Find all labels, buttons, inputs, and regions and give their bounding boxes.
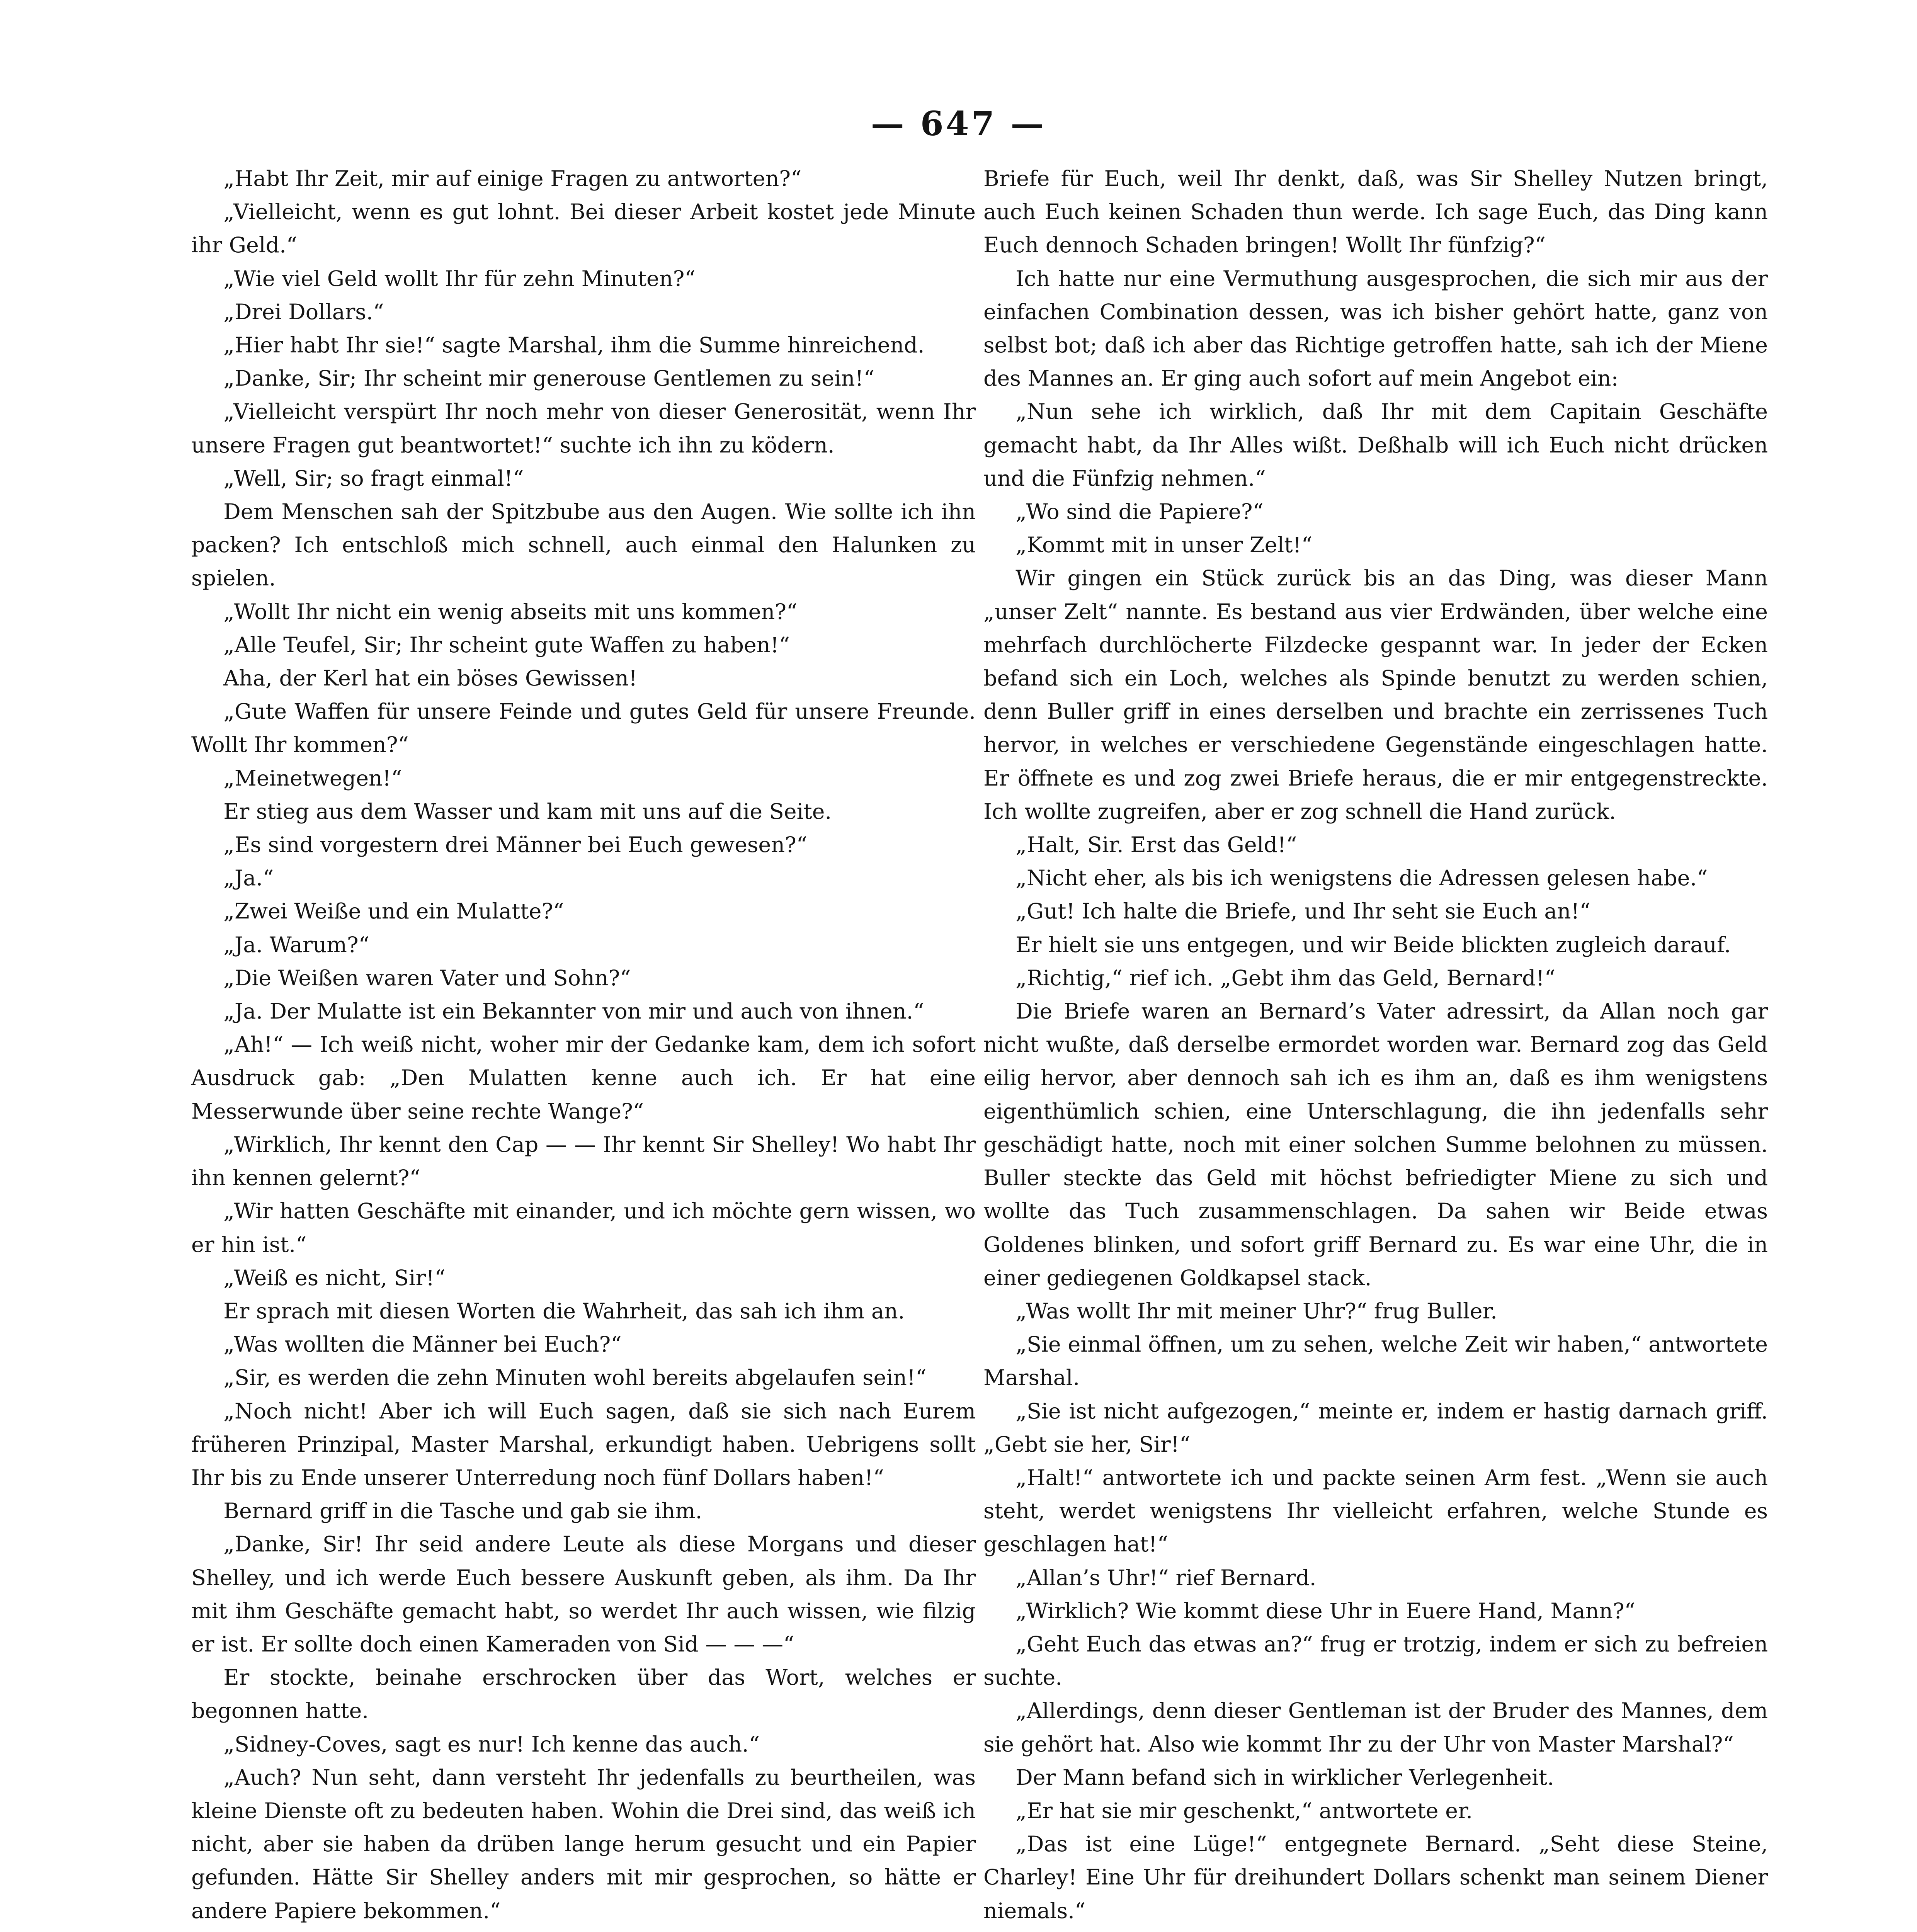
paragraph: „Habt Ihr Zeit, mir auf einige Fragen zu antworten?“: [223, 166, 802, 191]
paragraph: „Das ist eine Lüge!“ entgegnete Bernard. „Seht diese Steine, Charley! Eine Uhr für dreihundert Dollars schenkt man seinem Diener niemals.“: [983, 1832, 1768, 1923]
page-number: — 647 —: [871, 104, 1046, 143]
paragraph: „Noch nicht! Aber ich will Euch sagen, daß sie sich nach Eurem früheren Prinzipal, Master Marshal, erkundigt haben. Uebrigens sollt Ihr bis zu Ende unserer Unterredung noch fünf Dollars haben!“: [191, 1398, 976, 1490]
paragraph: Die Briefe waren an Bernard’s Vater adressirt, da Allan noch gar nicht wußte, daß derselbe ermordet worden war. Bernard zog das Geld eilig hervor, aber dennoch sah ich es ihm an, daß es ihm wenigstens eigenthümlich schien, eine Unterschlagung, die ihn jedenfalls sehr geschädigt hatte, noch mit einer solchen Summe belohnen zu müssen. Buller steckte das Geld mit höchst befriedigter Miene zu sich und wollte das Tuch zusammenschlagen. Da sahen wir Beide etwas Goldenes blinken, und sofort griff Bernard zu. Es war eine Uhr, die in einer gediegenen Goldkapsel stack.: [983, 999, 1768, 1291]
paragraph: „Sie einmal öffnen, um zu sehen, welche Zeit wir haben,“ antwortete Marshal.: [983, 1332, 1768, 1391]
paragraph: „Wir hatten Geschäfte mit einander, und ich möchte gern wissen, wo er hin ist.“: [191, 1199, 976, 1257]
paragraph: „Auch? Nun seht, dann versteht Ihr jedenfalls zu beurtheilen, was kleine Dienste oft zu bedeuten haben. Wohin die Drei sind, das weiß ich nicht, aber sie haben da drüben lange herum gesucht und ein Papier gefunden. Hätte Sir Shelley anders mit mir gesprochen, so hätte er andere Papiere bekommen.“: [191, 1765, 976, 1923]
paragraph: Der Mann befand sich in wirklicher Verlegenheit.: [1015, 1765, 1554, 1790]
paragraph: „Wollt Ihr nicht ein wenig abseits mit uns kommen?“: [223, 599, 798, 624]
paragraph: „Hier habt Ihr sie!“ sagte Marshal, ihm die Summe hinreichend.: [223, 333, 925, 358]
paragraph: Er stockte, beinahe erschrocken über das Wort, welches er begonnen hatte.: [191, 1665, 976, 1724]
paragraph: „Kommt mit in unser Zelt!“: [1015, 532, 1313, 558]
paragraph: „Wo sind die Papiere?“: [1015, 499, 1264, 525]
paragraph: „Well, Sir; so fragt einmal!“: [223, 466, 524, 491]
paragraph: „Ja. Der Mulatte ist ein Bekannter von mir und auch von ihnen.“: [223, 999, 924, 1024]
paragraph: „Sidney-Coves, sagt es nur! Ich kenne das auch.“: [223, 1731, 760, 1757]
paragraph: „Allerdings, denn dieser Gentleman ist der Bruder des Mannes, dem sie gehört hat. Also wie kommt Ihr zu der Uhr von Master Marshal?“: [983, 1698, 1768, 1757]
paragraph: „Sir, es werden die zehn Minuten wohl bereits abgelaufen sein!“: [223, 1365, 927, 1391]
paragraph: „Halt, Sir. Erst das Geld!“: [1015, 832, 1297, 858]
paragraph: „Ja.“: [223, 866, 274, 891]
paragraph: „Ja. Warum?“: [223, 932, 369, 957]
right-column: [983, 162, 1768, 1932]
paragraph: „Weiß es nicht, Sir!“: [223, 1265, 446, 1291]
paragraph: „Drei Dollars.“: [223, 299, 384, 325]
paragraph: Er hielt sie uns entgegen, und wir Beide blickten zugleich darauf.: [1015, 932, 1731, 957]
paragraph: Wir gingen ein Stück zurück bis an das Ding, was dieser Mann „unser Zelt“ nannte. Es bestand aus vier Erdwänden, über welche eine mehrfach durchlöcherte Filzdecke gespannt war. In jeder der Ecken befand sich ein Loch, welches als Spinde benutzt zu werden schien, denn Buller griff in eines derselben und brachte ein zerrissenes Tuch hervor, in welches er verschiedene Gegenstände eingeschlagen hatte. Er öffnete es und zog zwei Briefe heraus, die er mir entgegenstreckte. Ich wollte zugreifen, aber er zog schnell die Hand zurück.: [983, 566, 1768, 824]
paragraph: „Gute Waffen für unsere Feinde und gutes Geld für unsere Freunde. Wollt Ihr kommen?“: [191, 699, 976, 758]
left-column: [191, 162, 976, 1932]
paragraph: Er sprach mit diesen Worten die Wahrheit, das sah ich ihm an.: [223, 1298, 905, 1324]
paragraph: „Die Weißen waren Vater und Sohn?“: [223, 965, 631, 991]
paragraph: Dem Menschen sah der Spitzbube aus den Augen. Wie sollte ich ihn packen? Ich entschloß mich schnell, auch einmal den Halunken zu spielen.: [191, 499, 976, 591]
paragraph: [191, 1928, 976, 1932]
paragraph: „Danke, Sir! Ihr seid andere Leute als diese Morgans und dieser Shelley, und ich werde Euch bessere Auskunft geben, als ihm. Da Ihr mit ihm Geschäfte gemacht habt, so werdet Ihr auch wissen, wie filzig er ist. Er sollte doch einen Kameraden von Sid — — —“: [191, 1532, 976, 1657]
paragraph: „Nun sehe ich wirklich, daß Ihr mit dem Capitain Geschäfte gemacht habt, da Ihr Alles wißt. Deßhalb will ich Euch nicht drücken und die Fünfzig nehmen.“: [983, 399, 1768, 491]
paragraph: „Zwei Weiße und ein Mulatte?“: [223, 899, 564, 924]
paragraph: „Danke, Sir; Ihr scheint mir generouse Gentlemen zu sein!“: [223, 366, 875, 391]
paragraph: „Gut! Ich halte die Briefe, und Ihr seht sie Euch an!“: [1015, 899, 1590, 924]
paragraph: „Halt!“ antwortete ich und packte seinen Arm fest. „Wenn sie auch steht, werdet wenigstens Ihr vielleicht erfahren, welche Stunde es geschlagen hat!“: [983, 1465, 1768, 1557]
paragraph: Ich hatte nur eine Vermuthung ausgesprochen, die sich mir aus der einfachen Combination dessen, was ich bisher gehört hatte, ganz von selbst bot; daß ich aber das Richtige getroffen hatte, sah ich der Miene des Mannes an. Er ging auch sofort auf mein Angebot ein:: [983, 266, 1768, 391]
paragraph: [983, 1928, 1768, 1932]
paragraph: „Sie ist nicht aufgezogen,“ meinte er, indem er hastig darnach griff. „Gebt sie her, Sir!“: [983, 1398, 1768, 1457]
paragraph: Bernard griff in die Tasche und gab sie ihm.: [223, 1498, 703, 1524]
paragraph: „Vielleicht, wenn es gut lohnt. Bei dieser Arbeit kostet jede Minute ihr Geld.“: [191, 199, 976, 258]
paragraph: „Wie viel Geld wollt Ihr für zehn Minuten?“: [223, 266, 696, 291]
paragraph: „Geht Euch das etwas an?“ frug er trotzig, indem er sich zu befreien suchte.: [983, 1631, 1768, 1690]
paragraph: „Allan’s Uhr!“ rief Bernard.: [1015, 1565, 1317, 1590]
paragraph: „Alle Teufel, Sir; Ihr scheint gute Waffen zu haben!“: [223, 632, 790, 658]
paragraph: Er stieg aus dem Wasser und kam mit uns auf die Seite.: [223, 799, 832, 824]
paragraph: „Ah!“ — Ich weiß nicht, woher mir der Gedanke kam, dem ich sofort Ausdruck gab: „Den Mulatten kenne auch ich. Er hat eine Messerwunde über seine rechte Wange?“: [191, 1032, 976, 1124]
paragraph: „Was wollten die Männer bei Euch?“: [223, 1332, 622, 1357]
paragraph: Aha, der Kerl hat ein böses Gewissen!: [223, 666, 638, 691]
paragraph: „Er hat sie mir geschenkt,“ antwortete er.: [1015, 1798, 1473, 1823]
paragraph: „Wirklich, Ihr kennt den Cap — — Ihr kennt Sir Shelley! Wo habt Ihr ihn kennen gelernt?“: [191, 1132, 976, 1191]
paragraph: „Vielleicht verspürt Ihr noch mehr von dieser Generosität, wenn Ihr unsere Fragen gut beantwortet!“ suchte ich ihn zu ködern.: [191, 399, 976, 458]
paragraph: Briefe für Euch, weil Ihr denkt, daß, was Sir Shelley Nutzen bringt, auch Euch keinen Schaden thun werde. Ich sage Euch, das Ding kann Euch dennoch Schaden bringen! Wollt Ihr fünfzig?“: [983, 166, 1768, 258]
paragraph: „Was wollt Ihr mit meiner Uhr?“ frug Buller.: [1015, 1298, 1497, 1324]
paragraph: „Es sind vorgestern drei Männer bei Euch gewesen?“: [223, 832, 808, 858]
paragraph: „Meinetwegen!“: [223, 765, 402, 791]
paragraph: „Wirklich? Wie kommt diese Uhr in Euere Hand, Mann?“: [1015, 1598, 1635, 1624]
paragraph: „Nicht eher, als bis ich wenigstens die Adressen gelesen habe.“: [1015, 866, 1708, 891]
paragraph: „Richtig,“ rief ich. „Gebt ihm das Geld, Bernard!“: [1015, 965, 1556, 991]
